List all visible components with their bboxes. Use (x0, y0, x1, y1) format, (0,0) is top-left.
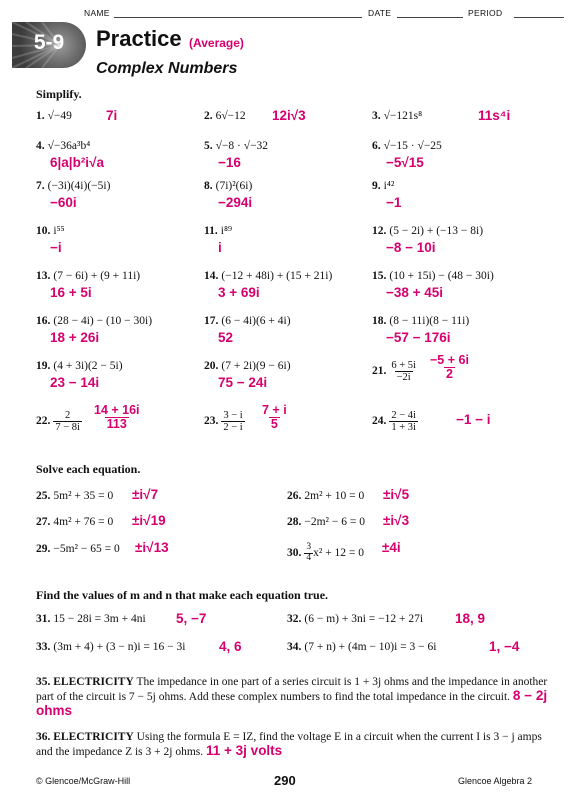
solve-exercise-30 (287, 543, 364, 564)
exercise-expression: (6 − 4i)(6 + 4i) (221, 315, 291, 327)
exercise-9 (372, 180, 394, 192)
exercise-22 (36, 410, 82, 433)
exercise-5 (204, 140, 268, 152)
exercise-fraction (304, 543, 313, 564)
answer-19: 23 − 14i (50, 375, 100, 390)
solve-exercise-25 (36, 490, 113, 502)
answer-18: −57 − 176i (386, 330, 451, 345)
answer-fraction-numerator: −5 + 6i (430, 353, 469, 367)
exercise-number: 16. (36, 315, 51, 327)
exercise-number: 9. (372, 180, 381, 192)
exercise-expression: (7i)²(6i) (215, 180, 253, 192)
answer-5: −16 (218, 155, 241, 170)
exercise-number: 4. (36, 140, 45, 152)
date-field-line (397, 17, 463, 18)
exercise-expression: 6√−12 (215, 110, 246, 122)
exercise-number: 24. (372, 415, 387, 428)
exercise-number: 18. (372, 315, 387, 327)
answer-fraction-denominator: 5 (270, 417, 278, 432)
solve-exercise-26 (287, 490, 364, 502)
exercise-expression: (7 + 2i)(9 − 6i) (221, 360, 291, 372)
answer-3: 11s⁴i (478, 108, 511, 123)
find-exercise-32 (287, 613, 423, 625)
exercise-12 (372, 225, 483, 237)
exercise-number: 8. (204, 180, 213, 192)
exercise-fraction-denominator: 1 + 3i (391, 422, 416, 434)
exercise-number: 12. (372, 225, 387, 237)
exercise-fraction-numerator: 2 − 4i (391, 410, 416, 421)
exercise-number: 33. (36, 641, 51, 653)
difficulty-level: (Average) (189, 36, 244, 50)
page-title: Practice (96, 26, 182, 51)
word-problem-36 (36, 730, 556, 759)
find-answer-31: 5, −7 (176, 611, 207, 626)
exercise-number: 7. (36, 180, 45, 192)
exercise-fraction (389, 410, 418, 433)
exercise-expression: i⁸⁹ (220, 225, 232, 237)
exercise-expression: (−3i)(4i)(−5i) (47, 180, 111, 192)
exercise-15 (372, 270, 494, 282)
answer-fraction (260, 404, 289, 431)
problem-answer: 11 + 3j volts (206, 743, 283, 758)
exercise-2 (204, 110, 246, 122)
exercise-number: 19. (36, 360, 51, 372)
exercise-fraction-denominator: −2i (396, 372, 411, 384)
answer-fraction-denominator: 2 (445, 367, 453, 382)
exercise-expression: i⁵⁵ (53, 225, 65, 237)
exercise-23 (204, 410, 245, 433)
answer-24: −1 − i (456, 412, 491, 427)
exercise-number: 11. (204, 225, 218, 237)
exercise-fraction (221, 410, 244, 433)
exercise-expression: (5 − 2i) + (−13 − 8i) (389, 225, 484, 237)
answer-21 (428, 354, 471, 381)
answer-fraction (428, 354, 471, 381)
exercise-11 (204, 225, 232, 237)
solve-exercise-29 (36, 543, 120, 555)
exercise-expression: (8 − 11i)(8 − 11i) (389, 315, 470, 327)
exercise-expression: (10 + 15i) − (48 − 30i) (389, 270, 494, 282)
exercise-fraction-denominator: 7 − 8i (55, 422, 80, 434)
exercise-expression: (7 + n) + (4m − 10)i = 3 − 6i (304, 641, 437, 653)
solve-exercise-28 (287, 516, 365, 528)
exercise-number: 15. (372, 270, 387, 282)
exercise-13 (36, 270, 140, 282)
exercise-expression: −2m² − 6 = 0 (304, 516, 365, 528)
exercise-number: 17. (204, 315, 219, 327)
exercise-number: 13. (36, 270, 51, 282)
exercise-1 (36, 110, 72, 122)
answer-7: −60i (50, 195, 77, 210)
exercise-fraction-numerator: 6 + 5i (391, 360, 416, 371)
exercise-expression: 4m² + 76 = 0 (53, 516, 114, 528)
problem-answer: 8 − 2j ohms (36, 688, 548, 718)
answer-22 (92, 404, 142, 431)
answer-14: 3 + 69i (218, 285, 260, 300)
answer-13: 16 + 5i (50, 285, 92, 300)
exercise-fraction-numerator: 2 (65, 410, 71, 421)
answer-20: 75 − 24i (218, 375, 268, 390)
exercise-number: 6. (372, 140, 381, 152)
answer-23 (260, 404, 289, 431)
solve-answer-30: ±4i (382, 540, 401, 555)
problem-label: ELECTRICITY (53, 676, 134, 688)
answer-9: −1 (386, 195, 402, 210)
exercise-10 (36, 225, 65, 237)
exercise-8 (204, 180, 252, 192)
page-subtitle: Complex Numbers (96, 60, 238, 77)
answer-11: i (218, 240, 222, 255)
exercise-expression: √−121s⁸ (383, 110, 423, 122)
answer-fraction (92, 404, 142, 431)
problem-label: ELECTRICITY (53, 731, 134, 743)
footer-copyright: © Glencoe/McGraw-Hill (36, 776, 131, 786)
find-answer-32: 18, 9 (455, 611, 486, 626)
section-heading-find: Find the values of m and n that make each equation true. (36, 588, 329, 602)
section-heading-solve: Solve each equation. (36, 462, 141, 476)
exercise-18 (372, 315, 469, 327)
answer-6: −5√15 (386, 155, 424, 170)
find-exercise-31 (36, 613, 146, 625)
answer-12: −8 − 10i (386, 240, 436, 255)
answer-17: 52 (218, 330, 234, 345)
exercise-expression: (4 + 3i)(2 − 5i) (53, 360, 123, 372)
exercise-number: 2. (204, 110, 213, 122)
exercise-number: 21. (372, 365, 387, 378)
exercise-number: 5. (204, 140, 213, 152)
answer-1: 7i (106, 108, 118, 123)
lesson-badge (12, 22, 86, 68)
exercise-number: 3. (372, 110, 381, 122)
name-label: NAME (84, 8, 110, 18)
exercise-expression: 2m² + 10 = 0 (304, 490, 365, 502)
word-problem-35 (36, 675, 556, 719)
section-heading-simplify: Simplify. (36, 87, 82, 101)
answer-4: 6|a|b²i√a (50, 155, 104, 170)
exercise-6 (372, 140, 442, 152)
exercise-fraction-numerator: 3 − i (223, 410, 243, 421)
exercise-expression: (6 − m) + 3ni = −12 + 27i (304, 613, 424, 625)
solve-answer-29: ±i√13 (135, 540, 169, 555)
exercise-number: 10. (36, 225, 51, 237)
page-number: 290 (274, 773, 296, 788)
name-field-line (114, 17, 362, 18)
exercise-number: 29. (36, 543, 51, 555)
exercise-expression: 15 − 28i = 3m + 4ni (53, 613, 146, 625)
answer-2: 12i√3 (272, 108, 306, 123)
exercise-7 (36, 180, 110, 192)
exercise-number: 34. (287, 641, 302, 653)
problem-text: The impedance in one part of a series circuit is 1 + 3j ohms and the impedance in another part of the circuit is 7 − 5j ohms. Add these complex numbers to find the total impedance in the circuit. (36, 676, 548, 703)
date-label: DATE (368, 8, 392, 18)
problem-number: 36. (36, 731, 51, 743)
solve-answer-25: ±i√7 (132, 487, 159, 502)
period-label: PERIOD (468, 8, 503, 18)
exercise-number: 31. (36, 613, 51, 625)
solve-answer-27: ±i√19 (132, 513, 166, 528)
exercise-number: 25. (36, 490, 51, 502)
exercise-4 (36, 140, 90, 152)
exercise-fraction (389, 360, 418, 383)
exercise-17 (204, 315, 291, 327)
exercise-expression: √−49 (47, 110, 72, 122)
solve-answer-26: ±i√5 (383, 487, 410, 502)
exercise-number: 32. (287, 613, 302, 625)
exercise-expression: x² + 12 = 0 (313, 547, 365, 560)
exercise-number: 22. (36, 415, 51, 428)
answer-16: 18 + 26i (50, 330, 100, 345)
exercise-expression: (7 − 6i) + (9 + 11i) (53, 270, 141, 282)
exercise-number: 30. (287, 547, 302, 560)
answer-fraction-numerator: 7 + i (262, 403, 287, 417)
exercise-expression: (3m + 4) + (3 − n)i = 16 − 3i (53, 641, 186, 653)
exercise-expression: (−12 + 48i) + (15 + 21i) (221, 270, 333, 282)
period-field-line (514, 17, 564, 18)
exercise-21 (372, 360, 418, 383)
exercise-number: 20. (204, 360, 219, 372)
answer-fraction-numerator: 14 + 16i (94, 403, 140, 417)
exercise-fraction-numerator: 3 (306, 542, 312, 552)
exercise-expression: −5m² − 65 = 0 (53, 543, 120, 555)
exercise-14 (204, 270, 332, 282)
problem-text: Using the formula E = IZ, find the voltage E in a circuit when the current I is 3 − j amps and the impedance Z is 3 + 2j ohms. (36, 731, 542, 758)
answer-15: −38 + 45i (386, 285, 444, 300)
solve-exercise-27 (36, 516, 113, 528)
exercise-19 (36, 360, 123, 372)
find-exercise-34 (287, 641, 436, 653)
find-exercise-33 (36, 641, 185, 653)
exercise-expression: √−36a³b⁴ (47, 140, 91, 152)
exercise-number: 27. (36, 516, 51, 528)
exercise-number: 1. (36, 110, 45, 122)
problem-number: 35. (36, 676, 51, 688)
exercise-number: 14. (204, 270, 219, 282)
answer-8: −294i (218, 195, 253, 210)
exercise-3 (372, 110, 422, 122)
answer-10: −i (50, 240, 62, 255)
exercise-expression: (28 − 4i) − (10 − 30i) (53, 315, 153, 327)
exercise-24 (372, 410, 418, 433)
solve-answer-28: ±i√3 (383, 513, 410, 528)
exercise-expression: 5m² + 35 = 0 (53, 490, 114, 502)
exercise-number: 28. (287, 516, 302, 528)
find-answer-34: 1, −4 (489, 639, 520, 654)
lesson-number: 5-9 (33, 31, 65, 54)
find-answer-33: 4, 6 (219, 639, 242, 654)
exercise-expression: √−15 · √−25 (383, 140, 442, 152)
exercise-expression: √−8 · √−32 (215, 140, 269, 152)
exercise-number: 23. (204, 415, 219, 428)
exercise-expression: i⁴² (383, 180, 395, 192)
exercise-number: 26. (287, 490, 302, 502)
answer-fraction-denominator: 113 (106, 417, 127, 432)
exercise-16 (36, 315, 152, 327)
exercise-fraction-denominator: 4 (306, 552, 312, 563)
exercise-fraction (53, 410, 82, 433)
footer-book-title: Glencoe Algebra 2 (458, 776, 533, 786)
exercise-20 (204, 360, 291, 372)
exercise-fraction-denominator: 2 − i (223, 422, 243, 434)
page-header (0, 0, 574, 20)
